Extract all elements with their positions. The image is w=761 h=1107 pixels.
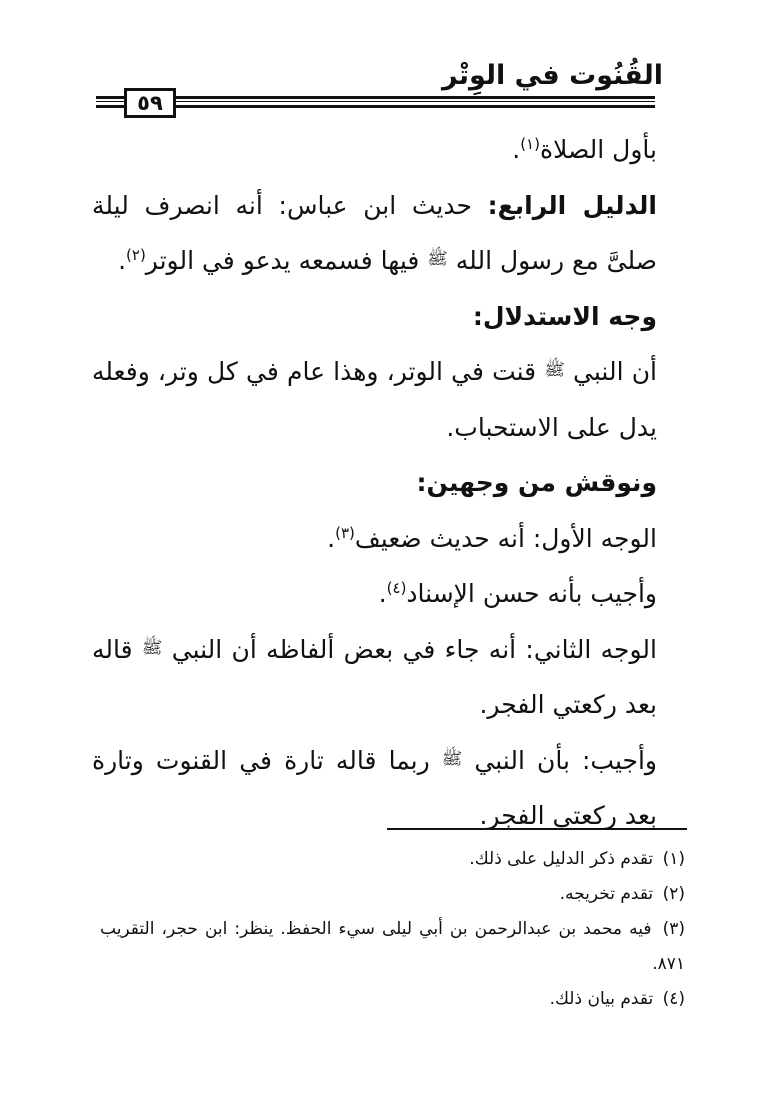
header-rule: [96, 96, 655, 108]
paragraph-text: الوجه الأول: أنه حديث ضعيف: [354, 523, 657, 553]
paragraph-end: .: [327, 523, 336, 553]
paragraph-8: الوجه الثاني: أنه جاء في بعض ألفاظه أن النبي ﷺ قاله بعد ركعتي الفجر.: [92, 634, 657, 719]
section-heading: ونوقش من وجهين:: [416, 468, 657, 497]
footnote-text: فيه محمد بن عبدالرحمن بن أبي ليلى سيء الحفظ. ينظر: ابن حجر، التقريب ٨٧١.: [100, 919, 685, 974]
paragraph-text: ربما قاله تارة في القنوت وتارة بعد ركعتي الفجر.: [92, 745, 657, 830]
paragraph-7: [92, 566, 657, 622]
footnote-ref-3: (٣): [335, 523, 355, 542]
paragraph-5: [92, 455, 657, 511]
footnote-number: (٤): [662, 989, 685, 1009]
footnote-1: [100, 842, 685, 877]
paragraph-3: [92, 289, 657, 345]
paragraph-1: [92, 122, 657, 178]
footnote-text: تقدم تخريجه.: [559, 884, 654, 904]
footnote-number: (١): [662, 849, 685, 869]
main-text: [92, 122, 657, 844]
footnote-2: [100, 877, 685, 912]
footnote-4: [100, 982, 685, 1017]
footnote-ref-1: (١): [520, 135, 540, 153]
footnote-text: تقدم بيان ذلك.: [549, 989, 654, 1009]
footnotes: [100, 842, 685, 1017]
footnote-number: (٢): [662, 884, 685, 904]
footnote-text: تقدم ذكر الدليل على ذلك.: [469, 849, 654, 869]
paragraph-end: .: [378, 579, 387, 608]
section-heading: وجه الاستدلال:: [472, 301, 657, 331]
paragraph-text: وأجيب بأنه حسن الإسناد: [406, 579, 657, 608]
paragraph-text: فيها فسمعه يدعو في الوتر: [145, 246, 428, 275]
paragraph-text: قاله بعد ركعتي الفجر.: [92, 634, 657, 719]
paragraph-6: [92, 511, 657, 567]
running-title: القُنُوت في الوِتْر: [442, 60, 663, 91]
paragraph-text: الوجه الثاني: أنه جاء في بعض ألفاظه أن النبي: [162, 634, 657, 664]
paragraph-end: .: [512, 135, 521, 164]
footnote-separator: [387, 828, 687, 830]
footnote-number: (٣): [662, 919, 685, 939]
header-rule-inner-line: [96, 101, 655, 102]
paragraph-text: بأول الصلاة: [539, 135, 657, 164]
paragraph-text: حديث ابن عباس: أنه انصرف ليلة صلىَّ مع رسول الله: [92, 190, 657, 275]
paragraph-end: .: [118, 246, 127, 275]
paragraph-4: أن النبي ﷺ قنت في الوتر، وهذا عام في كل وتر، وفعله يدل على الاستحباب.: [92, 357, 657, 442]
footnote-ref-2: (٢): [126, 246, 146, 264]
paragraph-text: أن النبي: [564, 357, 657, 386]
footnote-3: [100, 912, 685, 982]
page-number: ٥٩: [124, 88, 176, 118]
paragraph-2: الدليل الرابع: حديث ابن عباس: أنه انصرف ليلة صلىَّ مع رسول الله ﷺ فيها فسمعه يدعو في الوتر$^{(٢)}$.: [92, 190, 657, 275]
paragraph-text: قنت في الوتر، وهذا عام في كل وتر، وفعله يدل على الاستحباب.: [92, 357, 657, 442]
footnote-ref-4: (٤): [386, 579, 407, 597]
evidence-label: الدليل الرابع:: [487, 190, 657, 220]
paragraph-9: وأجيب: بأن النبي ﷺ ربما قاله تارة في القنوت وتارة بعد ركعتي الفجر.: [92, 745, 657, 830]
paragraph-text: وأجيب: بأن النبي: [462, 745, 657, 775]
